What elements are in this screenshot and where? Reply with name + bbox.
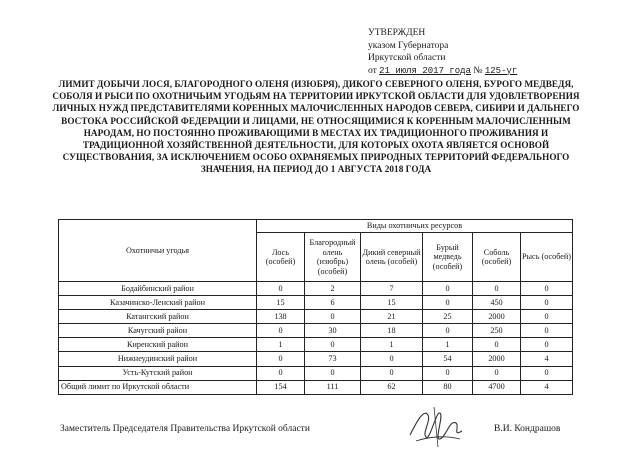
column-header: Соболь (особей) xyxy=(473,233,521,282)
document-title: ЛИМИТ ДОБЫЧИ ЛОСЯ, БЛАГОРОДНОГО ОЛЕНЯ (ИЗЮБРЯ), ДИКОГО СЕВЕРНОГО ОЛЕНЯ, БУРОГО МЕДВЕДЯ, СОБОЛЯ И РЫСИ ПО ОХОТНИЧЬИМ УГОДЬЯМ НА ТЕРРИТОРИИ ИРКУТСКОЙ ОБЛАСТИ ДЛЯ УДОВЛЕТВОРЕНИЯ ЛИЧНЫХ НУЖД ПРЕДСТАВИТЕЛЯМИ КОРЕННЫХ МАЛОЧИСЛЕННЫХ НАРОДОВ СЕВЕРА, СИБИРИ И ДАЛЬНЕГО ВОСТОКА РОССИЙСКОЙ ФЕДЕРАЦИИ И ЛИЦАМИ, НЕ ОТНОСЯЩИМИСЯ К КОРЕННЫМ МАЛОЧИСЛЕННЫМ НАРОДАМ, НО ПОСТОЯННО ПРОЖИВАЮЩИМИ В МЕСТАХ ИХ ТРАДИЦИОННОГО ПРОЖИВАНИЯ И ТРАДИЦИОННОЙ ХОЗЯЙСТВЕННОЙ ДЕЯТЕЛЬНОСТИ, ДЛЯ КОТОРЫХ ОХОТА ЯВЛЯЕТСЯ ОСНОВОЙ СУЩЕСТВОВАНИЯ, ЗА ИСКЛЮЧЕНИЕМ ОСОБО ОХРАНЯЕМЫХ ПРИРОДНЫХ ТЕРРИТОРИЙ ФЕДЕРАЛЬНОГО ЗНАЧЕНИЯ, НА ПЕРИОД ДО 1 АВГУСТА 2018 ГОДА xyxy=(52,79,580,175)
limit-cell: 0 xyxy=(423,324,473,338)
column-header: Благородный олень (изюбрь) (особей) xyxy=(305,233,361,282)
limit-cell: 0 xyxy=(521,310,573,324)
limit-cell: 450 xyxy=(473,296,521,310)
header-grounds: Охотничьи угодья xyxy=(59,220,257,282)
limit-cell: 154 xyxy=(257,380,305,394)
limit-cell: 2000 xyxy=(473,352,521,366)
approval-heading: УТВЕРЖДЕН xyxy=(368,28,426,38)
limit-cell: 18 xyxy=(361,324,423,338)
signer-position: Заместитель Председателя Правительства Иркутской области xyxy=(60,424,310,434)
from-label: от xyxy=(368,65,377,76)
limit-cell: 0 xyxy=(423,282,473,296)
district-name: Катангский район xyxy=(59,310,257,324)
limit-cell: 0 xyxy=(305,338,361,352)
column-header: Лось (особей) xyxy=(257,233,305,282)
limit-cell: 0 xyxy=(423,366,473,380)
limit-cell: 0 xyxy=(423,296,473,310)
district-name: Казачинско-Ленский район xyxy=(59,296,257,310)
limit-cell: 21 xyxy=(361,310,423,324)
district-name: Бодайбинский район xyxy=(59,282,257,296)
limit-cell: 15 xyxy=(257,296,305,310)
approval-date-line xyxy=(368,65,517,78)
limit-cell: 4700 xyxy=(473,380,521,394)
handwritten-number: 125-уг xyxy=(484,65,518,76)
total-label: Общий лимит по Иркутской области xyxy=(59,380,257,394)
limit-cell: 0 xyxy=(257,282,305,296)
limit-cell: 2 xyxy=(305,282,361,296)
limit-cell: 0 xyxy=(521,366,573,380)
limit-cell: 111 xyxy=(305,380,361,394)
handwritten-date: 21 июля 2017 года xyxy=(379,65,471,76)
table-row xyxy=(59,366,573,380)
district-name: Усть-Кутский район xyxy=(59,366,257,380)
table-row xyxy=(59,324,573,338)
limit-cell: 62 xyxy=(361,380,423,394)
approval-stamp xyxy=(368,27,517,77)
limit-cell: 0 xyxy=(473,338,521,352)
limit-cell: 6 xyxy=(305,296,361,310)
header-resource-types: Виды охотничьих ресурсов xyxy=(257,220,573,233)
table-row xyxy=(59,338,573,352)
district-name: Нижнеудинский район xyxy=(59,352,257,366)
limit-cell: 0 xyxy=(473,366,521,380)
limit-cell: 73 xyxy=(305,352,361,366)
limit-cell: 4 xyxy=(521,352,573,366)
limit-cell: 4 xyxy=(521,380,573,394)
table-row xyxy=(59,282,573,296)
limit-cell: 80 xyxy=(423,380,473,394)
table-row xyxy=(59,310,573,324)
limit-cell: 0 xyxy=(473,282,521,296)
district-name: Качугский район xyxy=(59,324,257,338)
limit-cell: 54 xyxy=(423,352,473,366)
limit-cell: 1 xyxy=(361,338,423,352)
limit-cell: 0 xyxy=(361,366,423,380)
limit-cell: 0 xyxy=(361,352,423,366)
limit-cell: 250 xyxy=(473,324,521,338)
limit-cell: 138 xyxy=(257,310,305,324)
limit-cell: 0 xyxy=(521,296,573,310)
limit-cell: 30 xyxy=(305,324,361,338)
number-label: № xyxy=(473,65,483,76)
limit-cell: 0 xyxy=(305,310,361,324)
limit-cell: 0 xyxy=(305,366,361,380)
limit-cell: 7 xyxy=(361,282,423,296)
column-header: Дикий северный олень (особей) xyxy=(361,233,423,282)
handwritten-signature xyxy=(404,401,468,451)
table-row xyxy=(59,296,573,310)
limit-cell: 0 xyxy=(257,366,305,380)
limit-cell: 0 xyxy=(521,324,573,338)
limit-cell: 1 xyxy=(423,338,473,352)
limit-cell: 0 xyxy=(521,282,573,296)
limit-cell: 0 xyxy=(521,338,573,352)
limit-cell: 0 xyxy=(257,324,305,338)
table-row xyxy=(59,352,573,366)
district-name: Киренский район xyxy=(59,338,257,352)
limit-cell: 15 xyxy=(361,296,423,310)
limit-cell: 1 xyxy=(257,338,305,352)
approval-region: Иркутской области xyxy=(368,53,446,63)
approval-decree: указом Губернатора xyxy=(368,40,449,51)
limit-cell: 2000 xyxy=(473,310,521,324)
limit-cell: 25 xyxy=(423,310,473,324)
column-header: Бурый медведь (особей) xyxy=(423,233,473,282)
column-header: Рысь (особей) xyxy=(521,233,573,282)
limit-cell: 0 xyxy=(257,352,305,366)
limits-table xyxy=(58,219,573,395)
signer-name: В.И. Кондрашов xyxy=(494,424,561,434)
total-row xyxy=(59,380,573,394)
